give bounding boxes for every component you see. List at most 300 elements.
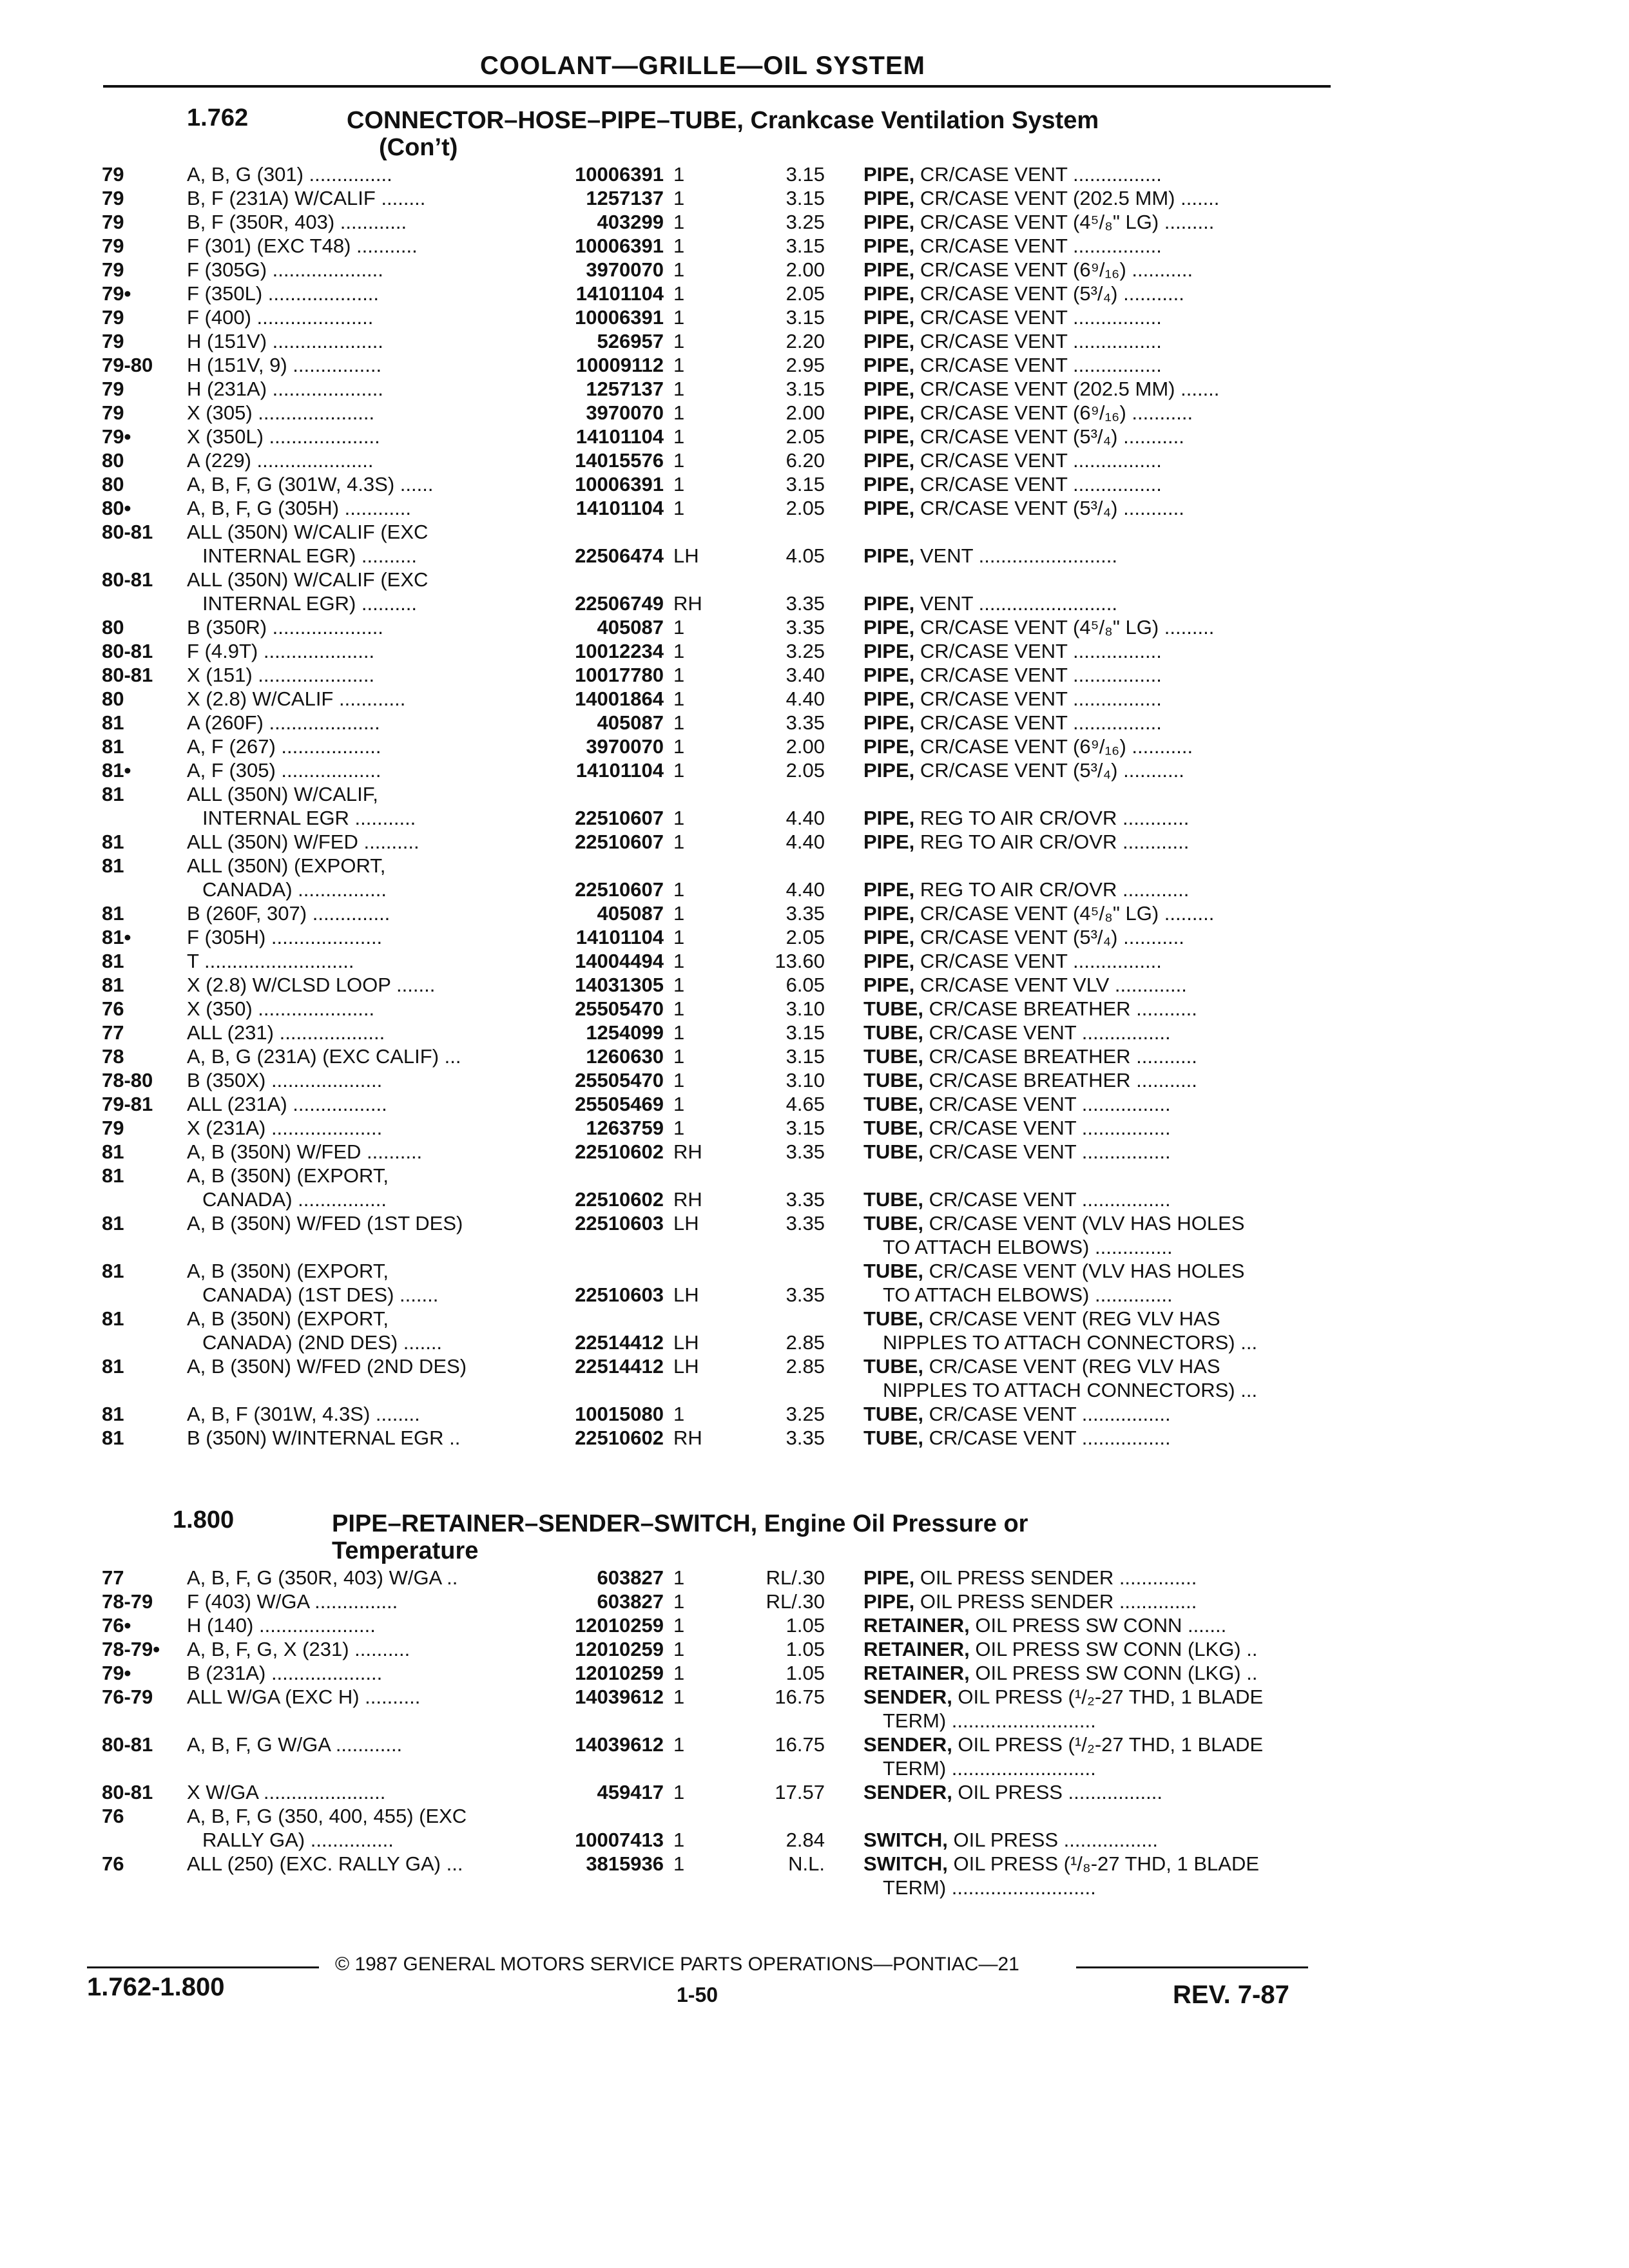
description-text: CR/CASE VENT (5³/₄) ...........	[914, 759, 1184, 782]
table-row	[0, 1164, 1629, 1211]
table-row	[0, 949, 1629, 973]
description-text: OIL PRESS SENDER ..............	[914, 1566, 1197, 1589]
application-cell	[187, 735, 522, 758]
application-line: A, B, F, G W/GA ............	[187, 1733, 403, 1756]
group-number-cell: 1.05	[786, 1638, 825, 1660]
description-cell	[863, 544, 1327, 568]
description-cell	[863, 1661, 1327, 1685]
description-line	[863, 1331, 1327, 1354]
application-cell	[187, 711, 522, 735]
application-cell	[187, 663, 522, 687]
quantity-cell: 1	[673, 1852, 685, 1875]
part-number-cell: 14015576	[575, 449, 664, 472]
description-text: NIPPLES TO ATTACH CONNECTORS) ...	[883, 1331, 1258, 1354]
description-cell	[863, 258, 1327, 282]
description-cell	[863, 1140, 1327, 1164]
table-row	[0, 186, 1629, 210]
part-number-cell: 14039612	[575, 1686, 664, 1708]
table-row	[0, 663, 1629, 687]
description-line	[863, 425, 1327, 448]
description-cell	[863, 997, 1327, 1021]
description-line	[863, 448, 1327, 472]
group-number-cell: 3.35	[786, 1188, 825, 1211]
description-cell	[863, 1426, 1327, 1450]
application-line: F (350L) ....................	[187, 282, 380, 305]
group-number-cell: 16.75	[775, 1686, 825, 1708]
group-number-cell: 3.40	[786, 664, 825, 686]
description-cell	[863, 1613, 1327, 1637]
part-number-cell: 3970070	[586, 258, 664, 281]
table-row	[0, 735, 1629, 758]
table-row	[0, 711, 1629, 735]
year-cell: 81	[102, 1164, 124, 1187]
application-cell	[187, 1780, 522, 1804]
table-row	[0, 639, 1629, 663]
application-line: X (350L) ....................	[187, 425, 380, 448]
application-line: A, B, F, G (305H) ............	[187, 497, 411, 519]
application-cell	[187, 1402, 522, 1426]
description-keyword: RETAINER,	[863, 1638, 970, 1660]
group-number-cell: 3.15	[786, 235, 825, 257]
description-line	[863, 830, 1327, 854]
description-text: OIL PRESS SENDER ..............	[914, 1590, 1197, 1613]
description-keyword: PIPE,	[863, 449, 915, 472]
description-cell	[863, 377, 1327, 401]
application-cell	[187, 401, 522, 425]
description-cell	[863, 1259, 1327, 1307]
description-keyword: PIPE,	[863, 950, 915, 972]
application-cell	[187, 1685, 522, 1709]
application-line: ALL (350N) W/CALIF,	[187, 783, 378, 805]
quantity-cell: 1	[673, 330, 685, 352]
description-line	[863, 496, 1327, 520]
year-cell: 79•	[102, 425, 131, 448]
part-number-cell: 10006391	[575, 235, 664, 257]
application-line: INTERNAL EGR ...........	[202, 807, 416, 829]
description-text: TERM) ..........................	[883, 1757, 1096, 1780]
section-title-main: CONNECTOR–HOSE–PIPE–TUBE, Crankcase Ventilation System	[347, 107, 1099, 134]
description-text: CR/CASE VENT ................	[914, 950, 1162, 972]
description-line	[863, 1828, 1327, 1852]
description-line	[863, 687, 1327, 711]
table-row	[0, 1733, 1629, 1780]
group-number-cell: 2.20	[786, 330, 825, 352]
year-cell: 79	[102, 306, 124, 329]
description-line	[863, 1876, 1327, 1899]
table-row	[0, 1613, 1629, 1637]
table-row	[0, 282, 1629, 305]
quantity-cell: 1	[673, 926, 685, 948]
year-cell: 79-81	[102, 1093, 153, 1115]
description-text: CR/CASE VENT VLV .............	[914, 974, 1187, 996]
description-cell	[863, 591, 1327, 615]
quantity-cell: 1	[673, 1021, 685, 1044]
part-number-cell: 405087	[597, 616, 664, 639]
quantity-cell: 1	[673, 1829, 685, 1851]
description-keyword: RETAINER,	[863, 1614, 970, 1637]
application-line: CANADA) (2ND DES) .......	[202, 1331, 443, 1354]
quantity-cell: LH	[673, 1283, 699, 1306]
quantity-cell: 1	[673, 1781, 685, 1803]
footer-revision: REV. 7-87	[1173, 1981, 1289, 2009]
part-number-cell: 22510603	[575, 1212, 664, 1235]
quantity-cell: LH	[673, 544, 699, 567]
quantity-cell: 1	[673, 735, 685, 758]
application-cell	[187, 1590, 522, 1613]
description-keyword: PIPE,	[863, 306, 915, 329]
application-cell	[187, 1307, 522, 1354]
part-number-cell: 10009112	[575, 354, 664, 376]
group-number-cell: 2.95	[786, 354, 825, 376]
application-cell	[187, 1068, 522, 1092]
group-number-cell: 3.15	[786, 1021, 825, 1044]
description-keyword: PIPE,	[863, 187, 915, 209]
application-cell	[187, 687, 522, 711]
description-cell	[863, 448, 1327, 472]
group-number-cell: 1.05	[786, 1662, 825, 1684]
quantity-cell: 1	[673, 1614, 685, 1637]
group-number-cell: 3.35	[786, 711, 825, 734]
description-cell	[863, 1852, 1327, 1899]
description-text: CR/CASE VENT ................	[914, 687, 1162, 710]
part-number-cell: 10007413	[575, 1829, 664, 1851]
description-line	[863, 258, 1327, 282]
group-number-cell: 4.40	[786, 831, 825, 853]
application-cell	[187, 234, 522, 258]
description-line	[863, 1307, 1327, 1331]
application-line: INTERNAL EGR) ..........	[202, 592, 418, 615]
application-cell	[187, 1613, 522, 1637]
description-cell	[863, 1068, 1327, 1092]
year-cell: 81•	[102, 759, 131, 782]
table-row	[0, 1211, 1629, 1259]
part-number-cell: 14039612	[575, 1733, 664, 1756]
section-number: 1.762	[187, 104, 249, 131]
description-text: TERM) ..........................	[883, 1876, 1096, 1899]
description-line	[863, 1852, 1327, 1876]
application-line: A, B, F, G (301W, 4.3S) ......	[187, 473, 434, 495]
year-cell: 81	[102, 735, 124, 758]
quantity-cell: RH	[673, 1427, 702, 1449]
quantity-cell: 1	[673, 354, 685, 376]
application-cell	[187, 1637, 522, 1661]
group-number-cell: 4.65	[786, 1093, 825, 1115]
description-keyword: PIPE,	[863, 735, 915, 758]
part-number-cell: 14004494	[575, 950, 664, 972]
description-text: CR/CASE VENT ................	[914, 330, 1162, 352]
part-number-cell: 22510607	[575, 831, 664, 853]
application-cell	[187, 1733, 522, 1756]
table-row	[0, 1068, 1629, 1092]
description-cell	[863, 1733, 1327, 1780]
table-row	[0, 496, 1629, 520]
description-text: VENT .........................	[914, 544, 1117, 567]
description-cell	[863, 1116, 1327, 1140]
application-cell	[187, 305, 522, 329]
description-line	[863, 615, 1327, 639]
part-number-cell: 1254099	[586, 1021, 664, 1044]
application-cell	[187, 758, 522, 782]
part-number-cell: 1257137	[586, 187, 664, 209]
application-cell	[187, 1852, 522, 1876]
group-number-cell: 1.05	[786, 1614, 825, 1637]
description-keyword: PIPE,	[863, 282, 915, 305]
application-cell	[187, 329, 522, 353]
description-keyword: PIPE,	[863, 687, 915, 710]
description-cell	[863, 305, 1327, 329]
application-cell	[187, 1021, 522, 1044]
group-number-cell: 2.05	[786, 282, 825, 305]
part-number-cell: 25505469	[575, 1093, 664, 1115]
description-text: REG TO AIR CR/OVR ............	[914, 878, 1190, 901]
description-cell	[863, 210, 1327, 234]
year-cell: 76-79	[102, 1686, 153, 1708]
description-keyword: PIPE,	[863, 592, 915, 615]
application-line: ALL (231A) .................	[187, 1093, 387, 1115]
description-line	[863, 353, 1327, 377]
description-text: CR/CASE VENT ................	[914, 473, 1162, 495]
year-cell: 79	[102, 211, 124, 233]
table-row	[0, 1092, 1629, 1116]
application-line: ALL W/GA (EXC H) ..........	[187, 1686, 421, 1708]
group-number-cell: 3.35	[786, 1283, 825, 1306]
description-text: CR/CASE VENT ................	[914, 163, 1162, 186]
group-number-cell: 3.10	[786, 1069, 825, 1091]
part-number-cell: 3815936	[586, 1852, 664, 1875]
description-text: CR/CASE VENT (202.5 MM) .......	[914, 378, 1220, 400]
part-number-cell: 459417	[597, 1781, 664, 1803]
description-keyword: PIPE,	[863, 235, 915, 257]
description-text: CR/CASE VENT (6⁹/₁₆) ...........	[914, 735, 1193, 758]
quantity-cell: 1	[673, 1403, 685, 1425]
table-row	[0, 687, 1629, 711]
year-cell: 80	[102, 616, 124, 639]
group-number-cell: 3.15	[786, 473, 825, 495]
description-line	[863, 1378, 1327, 1402]
description-cell	[863, 1187, 1327, 1211]
group-number-cell: 2.85	[786, 1331, 825, 1354]
page-header-title: COOLANT—GRILLE—OIL SYSTEM	[480, 52, 925, 80]
part-number-cell: 14101104	[575, 282, 664, 305]
description-keyword: PIPE,	[863, 878, 915, 901]
application-line: ALL (231) ...................	[187, 1021, 385, 1044]
year-cell: 80-81	[102, 568, 153, 591]
table-row	[0, 1426, 1629, 1450]
page-footer	[0, 1946, 1629, 2023]
application-line: B, F (350R, 403) ............	[187, 211, 407, 233]
description-line	[863, 162, 1327, 186]
application-cell	[187, 210, 522, 234]
year-cell: 80-81	[102, 664, 153, 686]
description-cell	[863, 162, 1327, 186]
part-number-cell: 603827	[597, 1566, 664, 1589]
application-cell	[187, 186, 522, 210]
application-line: A, B (350N) W/FED ..........	[187, 1140, 423, 1163]
part-number-cell: 25505470	[575, 997, 664, 1020]
table-row	[0, 1685, 1629, 1733]
application-line: A, B, G (301) ...............	[187, 163, 392, 186]
table-row	[0, 305, 1629, 329]
description-cell	[863, 1402, 1327, 1426]
description-keyword: TUBE,	[863, 1188, 923, 1211]
year-cell: 81	[102, 783, 124, 805]
description-line	[863, 1685, 1327, 1709]
description-text: REG TO AIR CR/OVR ............	[914, 807, 1190, 829]
year-cell: 81•	[102, 926, 131, 948]
table-row	[0, 568, 1629, 615]
year-cell: 79	[102, 187, 124, 209]
description-line	[863, 1187, 1327, 1211]
description-text: CR/CASE VENT ................	[923, 1140, 1171, 1163]
group-number-cell: 4.05	[786, 544, 825, 567]
description-line	[863, 1426, 1327, 1450]
description-keyword: PIPE,	[863, 378, 915, 400]
description-line	[863, 591, 1327, 615]
table-row	[0, 162, 1629, 186]
application-cell	[187, 1116, 522, 1140]
application-line: H (151V) ....................	[187, 330, 383, 352]
description-text: CR/CASE VENT (4⁵/₈" LG) .........	[914, 616, 1215, 639]
description-text: CR/CASE VENT (6⁹/₁₆) ...........	[914, 401, 1193, 424]
group-number-cell: 3.35	[786, 1212, 825, 1235]
quantity-cell: 1	[673, 258, 685, 281]
application-cell	[187, 782, 522, 830]
part-number-cell: 1260630	[586, 1045, 664, 1068]
application-line: F (305G) ....................	[187, 258, 383, 281]
table-row	[0, 210, 1629, 234]
quantity-cell: 1	[673, 807, 685, 829]
application-cell	[187, 425, 522, 448]
year-cell: 79	[102, 258, 124, 281]
application-line: A, B, F (301W, 4.3S) ........	[187, 1403, 420, 1425]
table-row	[0, 401, 1629, 425]
description-cell	[863, 1637, 1327, 1661]
application-cell	[187, 973, 522, 997]
quantity-cell: 1	[673, 1566, 685, 1589]
description-line	[863, 472, 1327, 496]
quantity-cell: 1	[673, 616, 685, 639]
table-row	[0, 1804, 1629, 1852]
quantity-cell: 1	[673, 1638, 685, 1660]
description-cell	[863, 806, 1327, 830]
description-line	[863, 1661, 1327, 1685]
description-line	[863, 329, 1327, 353]
application-line: F (4.9T) ....................	[187, 640, 375, 662]
description-keyword: TUBE,	[863, 997, 923, 1020]
footer-page-number: 1-50	[677, 1983, 718, 2006]
quantity-cell: RH	[673, 592, 702, 615]
quantity-cell: 1	[673, 997, 685, 1020]
description-text: TO ATTACH ELBOWS) ..............	[883, 1283, 1173, 1306]
application-cell	[187, 1044, 522, 1068]
year-cell: 79	[102, 401, 124, 424]
description-cell	[863, 687, 1327, 711]
description-keyword: RETAINER,	[863, 1662, 970, 1684]
year-cell: 80-81	[102, 1733, 153, 1756]
description-cell	[863, 615, 1327, 639]
description-cell	[863, 1092, 1327, 1116]
description-text: CR/CASE VENT ................	[914, 449, 1162, 472]
application-line: H (151V, 9) ................	[187, 354, 382, 376]
table-row	[0, 782, 1629, 830]
description-keyword: SWITCH,	[863, 1852, 948, 1875]
year-cell: 79	[102, 378, 124, 400]
group-number-cell: 2.05	[786, 926, 825, 948]
description-cell	[863, 663, 1327, 687]
description-cell	[863, 925, 1327, 949]
table-row	[0, 901, 1629, 925]
year-cell: 81	[102, 950, 124, 972]
group-number-cell: 17.57	[775, 1781, 825, 1803]
application-cell	[187, 1804, 522, 1852]
application-line: CANADA) ................	[202, 878, 387, 901]
description-text: CR/CASE VENT ................	[923, 1117, 1171, 1139]
description-text: CR/CASE VENT ................	[914, 664, 1162, 686]
description-text: CR/CASE VENT (VLV HAS HOLES	[923, 1212, 1245, 1235]
year-cell: 81	[102, 974, 124, 996]
application-cell	[187, 162, 522, 186]
description-keyword: SENDER,	[863, 1781, 952, 1803]
table-row	[0, 830, 1629, 854]
description-line	[863, 1068, 1327, 1092]
year-cell: 81	[102, 1260, 124, 1282]
group-number-cell: 2.84	[786, 1829, 825, 1851]
application-line: B (260F, 307) ..............	[187, 902, 390, 925]
quantity-cell: 1	[673, 282, 685, 305]
application-cell	[187, 1164, 522, 1211]
application-line: X (151) .....................	[187, 664, 375, 686]
application-line: A, B, G (231A) (EXC CALIF) ...	[187, 1045, 461, 1068]
quantity-cell: 1	[673, 687, 685, 710]
quantity-cell: 1	[673, 711, 685, 734]
part-number-cell: 3970070	[586, 735, 664, 758]
description-line	[863, 305, 1327, 329]
description-line	[863, 1021, 1327, 1044]
application-line: A, B (350N) W/FED (1ST DES)	[187, 1212, 463, 1235]
application-line: F (400) .....................	[187, 306, 374, 329]
year-cell: 78-79•	[102, 1638, 160, 1660]
table-row	[0, 1402, 1629, 1426]
year-cell: 81	[102, 902, 124, 925]
description-line	[863, 210, 1327, 234]
year-cell: 81	[102, 1355, 124, 1378]
section-title	[347, 107, 1099, 161]
part-number-cell: 10015080	[575, 1403, 664, 1425]
quantity-cell: 1	[673, 664, 685, 686]
table-row	[0, 1307, 1629, 1354]
application-cell	[187, 854, 522, 901]
year-cell: 81	[102, 1307, 124, 1330]
description-text: CR/CASE VENT ................	[923, 1021, 1171, 1044]
description-line	[863, 1566, 1327, 1590]
table-row	[0, 448, 1629, 472]
description-cell	[863, 282, 1327, 305]
description-cell	[863, 1307, 1327, 1354]
description-text: VENT .........................	[914, 592, 1117, 615]
part-number-cell: 1257137	[586, 378, 664, 400]
description-line	[863, 925, 1327, 949]
description-cell	[863, 639, 1327, 663]
year-cell: 80•	[102, 497, 131, 519]
description-line	[863, 949, 1327, 973]
application-cell	[187, 1566, 522, 1590]
application-cell	[187, 258, 522, 282]
description-text: CR/CASE VENT ................	[914, 306, 1162, 329]
table-row	[0, 973, 1629, 997]
description-keyword: TUBE,	[863, 1021, 923, 1044]
description-text: OIL PRESS (¹/₈-27 THD, 1 BLADE	[947, 1852, 1260, 1875]
group-number-cell: 3.25	[786, 640, 825, 662]
